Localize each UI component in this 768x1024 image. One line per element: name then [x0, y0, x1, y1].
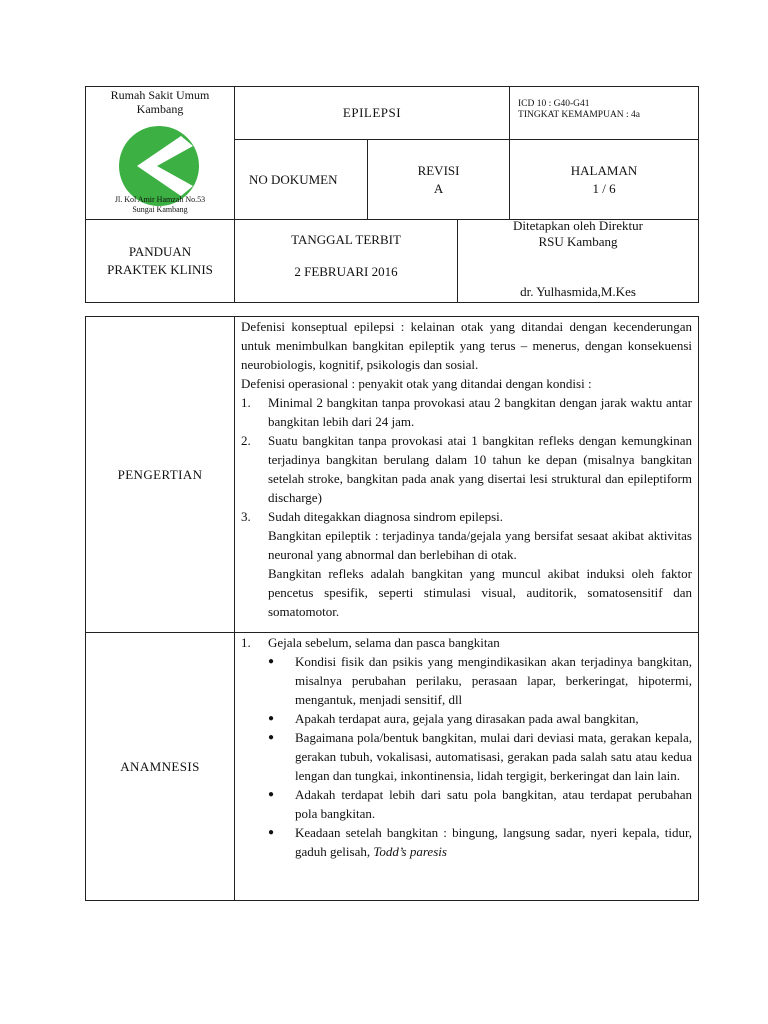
- bullet-icon: ●: [268, 732, 275, 743]
- competency-level: TINGKAT KEMAMPUAN : 4a: [518, 110, 641, 120]
- todds-paresis-term: Todd’s paresis: [373, 844, 447, 859]
- list-text: Sudah ditegakkan diagnosa sindrom epilepsi.: [268, 509, 504, 524]
- hospital-name: [86, 88, 234, 116]
- revisi-cell: [368, 140, 510, 220]
- signer-name: dr. Yulhasmida,M.Kes: [520, 284, 636, 299]
- logo-circle: [119, 126, 199, 206]
- definisi-konseptual: Defenisi konseptual epilepsi : kelainan otak yang ditandai dengan kecenderungan untuk menimbulkan bangkitan epileptik yang terus – menerus, dengan konsekuensi neurobiologis, kognitif, psikologis dan sosial.: [241, 319, 692, 372]
- list-text: Gejala sebelum, selama dan pasca bangkitan: [268, 635, 500, 650]
- no-dokumen-label: NO DOKUMEN: [235, 140, 368, 220]
- revisi-label: REVISI: [417, 162, 460, 178]
- bullet-text: Adakah terdapat lebih dari satu pola bangkitan, atau terdapat perubahan pola bangkitan.: [295, 787, 692, 821]
- content-table: [85, 316, 699, 901]
- bullet-item: [241, 785, 692, 823]
- document-header-table: [85, 86, 699, 303]
- revisi-value: A: [433, 180, 444, 196]
- bullet-item: [241, 652, 692, 709]
- bullet-icon: ●: [268, 827, 275, 838]
- list-item: [241, 633, 692, 652]
- halaman-cell: [510, 140, 699, 220]
- tanggal-terbit-value: 2 FEBRUARI 2016: [294, 264, 398, 279]
- anamnesis-content: [235, 633, 699, 901]
- list-text: Minimal 2 bangkitan tanpa provokasi atau 2 bangkitan dengan jarak waktu antar bangkitan lebih dari 24 jam.: [268, 395, 692, 429]
- hospital-name-line2: Kambang: [136, 102, 184, 116]
- icd-info: [510, 87, 699, 140]
- list-text: Suatu bangkitan tanpa provokasi atai 1 bangkitan refleks dengan kemungkinan terjadinya bangkitan berulang dalam 10 tahun ke depan (misalnya bangkitan setelah stroke, bangkitan pada anak yang disertai lesi struktural dan epileptiform discharge): [268, 433, 692, 505]
- tanggal-terbit-cell: [235, 220, 458, 303]
- tanggal-terbit-label: TANGGAL TERBIT: [291, 232, 401, 247]
- bullet-item: [241, 709, 692, 728]
- pengertian-content: [235, 317, 699, 633]
- bullet-icon: ●: [268, 713, 275, 724]
- hospital-address: [86, 195, 234, 215]
- ditetapkan-cell: [458, 220, 699, 303]
- list-number: 1.: [241, 395, 251, 410]
- panduan-line2: PRAKTEK KLINIS: [107, 262, 213, 277]
- bullet-text: Kondisi fisik dan psikis yang mengindikasikan akan terjadinya bangkitan, misalnya perubahan perilaku, perasaan lapar, berkeringat, hipotermi, mengantuk, menjadi sensitif, dll: [295, 654, 692, 707]
- list-item: [241, 393, 692, 431]
- halaman-value: 1 / 6: [592, 180, 616, 196]
- bullet-item: [241, 823, 692, 861]
- list-number: 1.: [241, 635, 251, 650]
- list-item: [241, 431, 692, 507]
- ditetapkan-line1: Ditetapkan oleh Direktur: [513, 218, 643, 233]
- ditetapkan-line2: RSU Kambang: [538, 234, 618, 249]
- panduan-line1: PANDUAN: [128, 244, 192, 259]
- bullet-text: [295, 823, 692, 861]
- icd-code: ICD 10 : G40-G41: [518, 99, 590, 109]
- bullet-text: Bagaimana pola/bentuk bangkitan, mulai dari deviasi mata, gerakan kepala, gerakan tubuh, vokalisasi, automatisasi, gerakan pada salah satu atau kedua lengan dan tungkai, inkontinensia, lidah tergigit, berkeringat dan lain lain.: [295, 730, 692, 783]
- bullet-icon: ●: [268, 789, 275, 800]
- list-number: 3.: [241, 509, 251, 524]
- panduan-praktek-klinis: [86, 220, 235, 303]
- document-title: EPILEPSI: [235, 87, 510, 140]
- halaman-label: HALAMAN: [570, 162, 638, 178]
- hospital-identity-cell: [86, 87, 235, 220]
- bullet-item: [241, 728, 692, 785]
- bangkitan-refleks-definition: Bangkitan refleks adalah bangkitan yang muncul akibat induksi oleh faktor pencetus spesifik, seperti stimulasi visual, auditorik, somatosensitif dan somatomotor.: [268, 566, 692, 619]
- anamnesis-label: ANAMNESIS: [86, 633, 235, 901]
- hospital-name-line1: Rumah Sakit Umum: [110, 88, 210, 102]
- address-line2: Sungai Kambang: [132, 205, 188, 214]
- bullet-text-main: Keadaan setelah bangkitan : bingung, langsung sadar, nyeri kepala, tidur, gaduh gelisah,: [295, 825, 692, 859]
- definisi-operasional: Defenisi operasional : penyakit otak yang ditandai dengan kondisi :: [241, 376, 592, 391]
- bangkitan-epileptik-definition: Bangkitan epileptik : terjadinya tanda/gejala yang bersifat sesaat akibat aktivitas neuronal yang abnormal dan berlebihan di otak.: [268, 528, 692, 562]
- address-line1: Jl. Kol Amir Hamzah No.53: [114, 195, 206, 204]
- list-item: [241, 507, 692, 526]
- list-number: 2.: [241, 433, 251, 448]
- bullet-icon: ●: [268, 656, 275, 667]
- pengertian-label: PENGERTIAN: [86, 317, 235, 633]
- bullet-text: Apakah terdapat aura, gejala yang dirasakan pada awal bangkitan,: [295, 711, 639, 726]
- ditetapkan-text: [458, 218, 698, 250]
